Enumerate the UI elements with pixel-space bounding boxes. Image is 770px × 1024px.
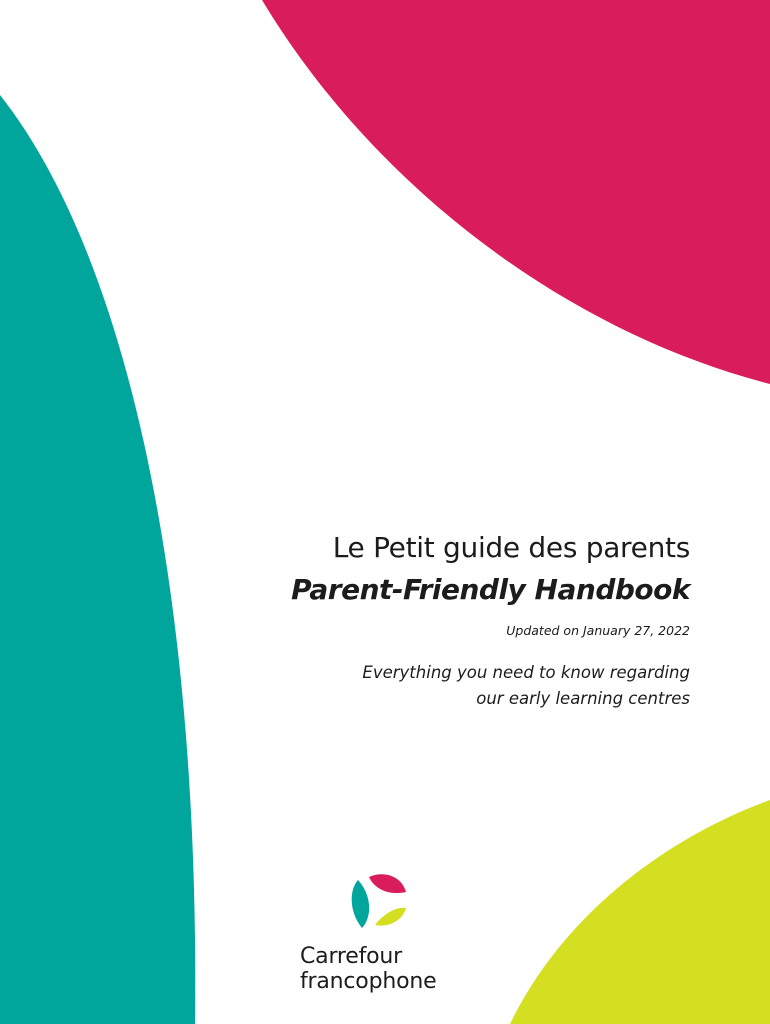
title-block xyxy=(230,528,690,712)
carrefour-francophone-logo-icon xyxy=(349,872,409,932)
tagline-line-1: Everything you need to know regarding xyxy=(362,663,690,682)
title-english: Parent-Friendly Handbook xyxy=(291,573,690,606)
logo-line-1: Carrefour xyxy=(300,944,402,969)
title-french: Le Petit guide des parents xyxy=(332,531,690,564)
tagline-line-2: our early learning centres xyxy=(476,689,690,708)
logo-lime-leaf xyxy=(375,908,406,926)
updated-date: Updated on January 27, 2022 xyxy=(506,623,690,638)
magenta-shape xyxy=(262,0,770,384)
logo-teal-leaf xyxy=(352,880,369,928)
logo-magenta-leaf xyxy=(369,874,406,893)
lime-shape xyxy=(510,800,770,1024)
teal-shape xyxy=(0,95,195,1024)
logo-wordmark xyxy=(300,944,436,994)
tagline xyxy=(230,660,690,712)
carrefour-francophone-logo xyxy=(300,870,470,1000)
logo-line-2: francophone xyxy=(300,969,437,994)
